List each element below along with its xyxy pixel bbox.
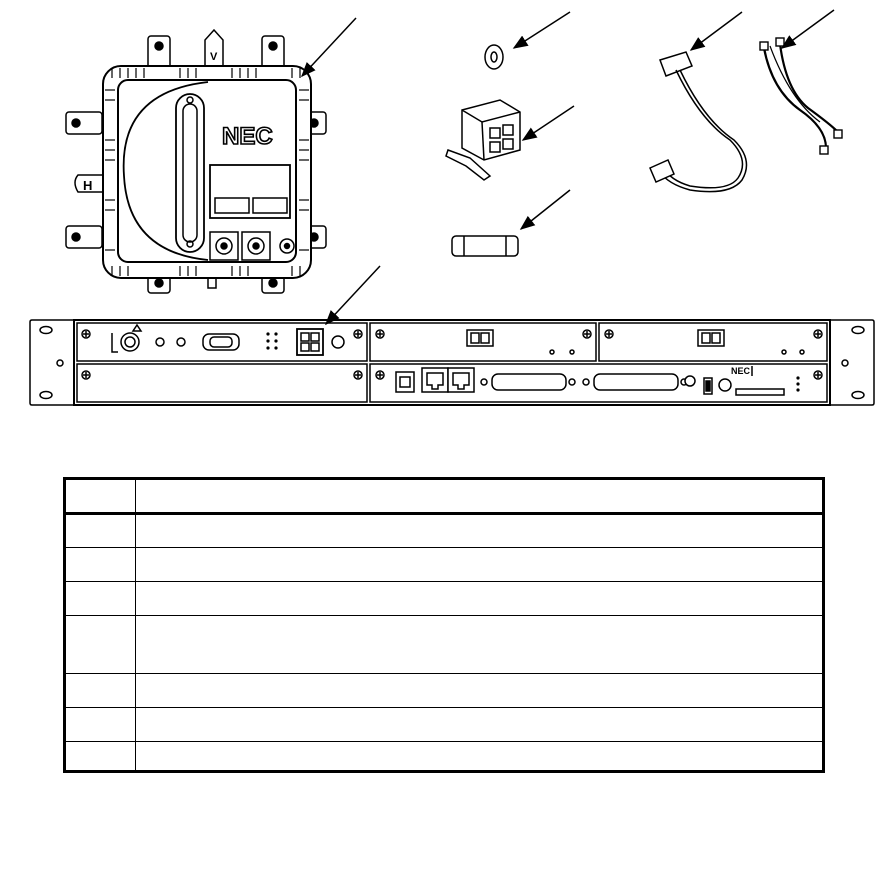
table-cell <box>138 515 822 547</box>
table-row <box>66 708 822 742</box>
short-cable <box>650 52 747 192</box>
svg-text:H: H <box>83 178 93 193</box>
header-cell-1 <box>66 480 136 512</box>
svg-text:V: V <box>210 51 218 63</box>
outdoor-unit <box>66 30 326 293</box>
table-cell <box>66 674 136 707</box>
table-row <box>66 742 822 770</box>
leader-arrows <box>302 10 834 324</box>
indoor-rack-unit <box>30 320 874 405</box>
table-cell <box>138 616 822 673</box>
table-cell <box>138 708 822 741</box>
power-connector-arrow <box>523 106 574 140</box>
table-row <box>66 548 822 582</box>
brand-label: NEC <box>222 123 273 150</box>
washer <box>485 45 503 69</box>
table-cell <box>66 582 136 615</box>
fuse <box>452 236 518 256</box>
table-row <box>66 674 822 708</box>
header-cell-2 <box>138 480 822 512</box>
table-cell <box>138 742 822 770</box>
washer-arrow <box>514 12 570 48</box>
long-cable-arrow <box>782 10 834 48</box>
table-header-row <box>66 480 822 515</box>
rack-connector-arrow <box>326 266 380 324</box>
table-cell <box>138 674 822 707</box>
table-row <box>66 582 822 616</box>
table-cell <box>66 742 136 770</box>
table-cell <box>138 548 822 581</box>
table-cell <box>66 616 136 673</box>
table-cell <box>66 708 136 741</box>
table-cell <box>138 582 822 615</box>
table-cell <box>66 548 136 581</box>
rack-brand-label: NEC <box>731 366 751 376</box>
table-cell <box>66 515 136 547</box>
power-connector <box>446 100 520 180</box>
long-cable <box>760 38 842 154</box>
component-table <box>63 477 825 773</box>
outdoor-unit-arrow <box>302 18 356 76</box>
table-row <box>66 616 822 674</box>
short-cable-arrow <box>691 12 742 50</box>
fuse-arrow <box>521 190 570 229</box>
table-row <box>66 515 822 548</box>
